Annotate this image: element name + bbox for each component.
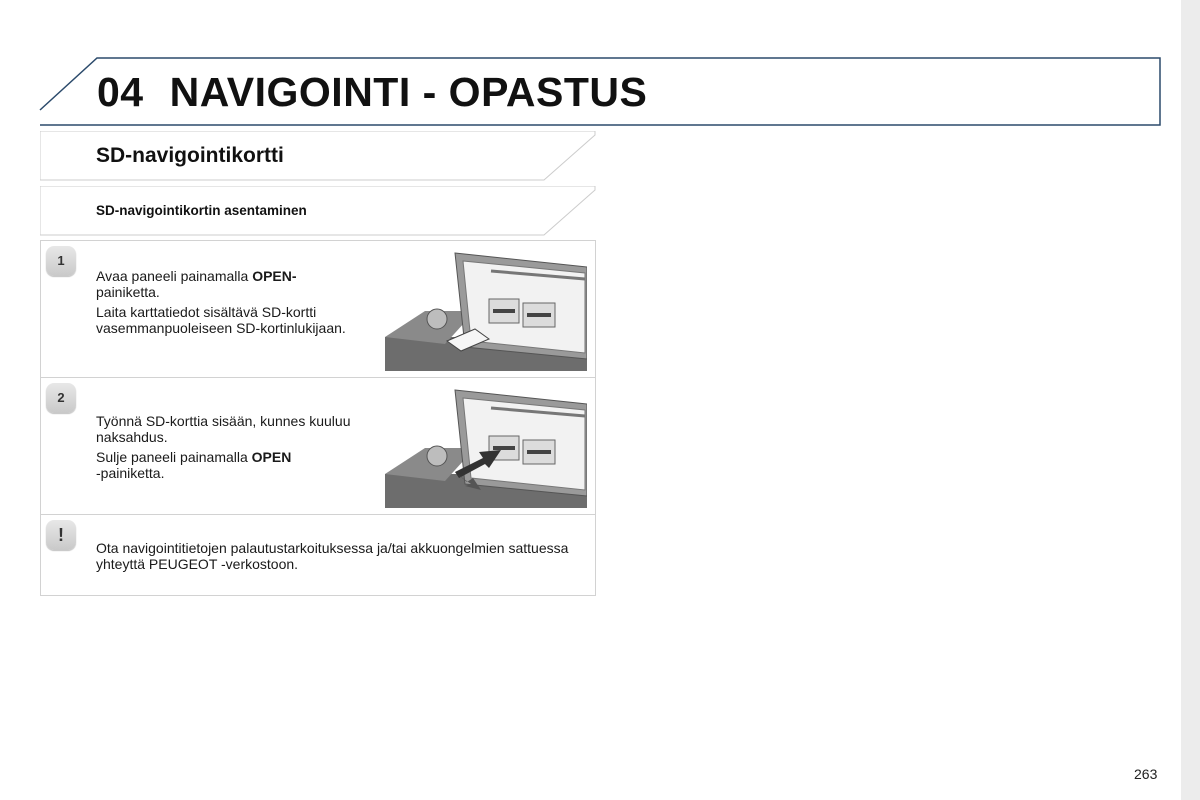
sd-card-insert-illustration xyxy=(385,249,587,371)
step-2-instruction-push: Työnnä SD-korttia sisään, kunnes kuuluu naksahdus. xyxy=(96,413,351,445)
step-2-text xyxy=(96,413,356,485)
warning-note-text: Ota navigointitietojen palautustarkoituksessa ja/tai akkuongelmien sattuessa yhteyttä PEUGEOT -verkostoon. xyxy=(96,540,569,572)
chapter-number: 04 xyxy=(97,69,144,115)
warning-icon: ! xyxy=(46,520,76,550)
step-2-close-rest: -painiketta. xyxy=(96,465,165,481)
step-1-open-text: Avaa paneeli painamalla xyxy=(96,268,253,284)
step-1-instruction-open xyxy=(96,268,346,300)
step-2-box xyxy=(40,377,596,515)
step-1-box xyxy=(40,240,596,378)
step-2-close-keyword: OPEN xyxy=(251,449,292,465)
step-1-text xyxy=(96,268,346,340)
step-1-badge: 1 xyxy=(46,246,76,276)
step-2-close-text: Sulje paneeli painamalla xyxy=(96,449,252,465)
step-1-open-rest: painiketta. xyxy=(96,284,160,300)
sd-card-push-illustration xyxy=(385,386,587,508)
subsection-title: SD-navigointikortin asentaminen xyxy=(96,203,307,218)
section-title: SD-navigointikortti xyxy=(96,144,284,167)
step-1-open-keyword: OPEN- xyxy=(252,268,297,284)
warning-note-box xyxy=(40,514,596,596)
chapter-title: NAVIGOINTI - OPASTUS xyxy=(169,69,648,115)
step-2-badge: 2 xyxy=(46,383,76,413)
page-number: 263 xyxy=(1134,766,1158,782)
step-1-instruction-insert: Laita karttatiedot sisältävä SD-kortti vasemmanpuoleiseen SD-kortinlukijaan. xyxy=(96,304,346,336)
chapter-heading xyxy=(97,66,647,118)
step-2-instruction-close xyxy=(96,449,356,481)
